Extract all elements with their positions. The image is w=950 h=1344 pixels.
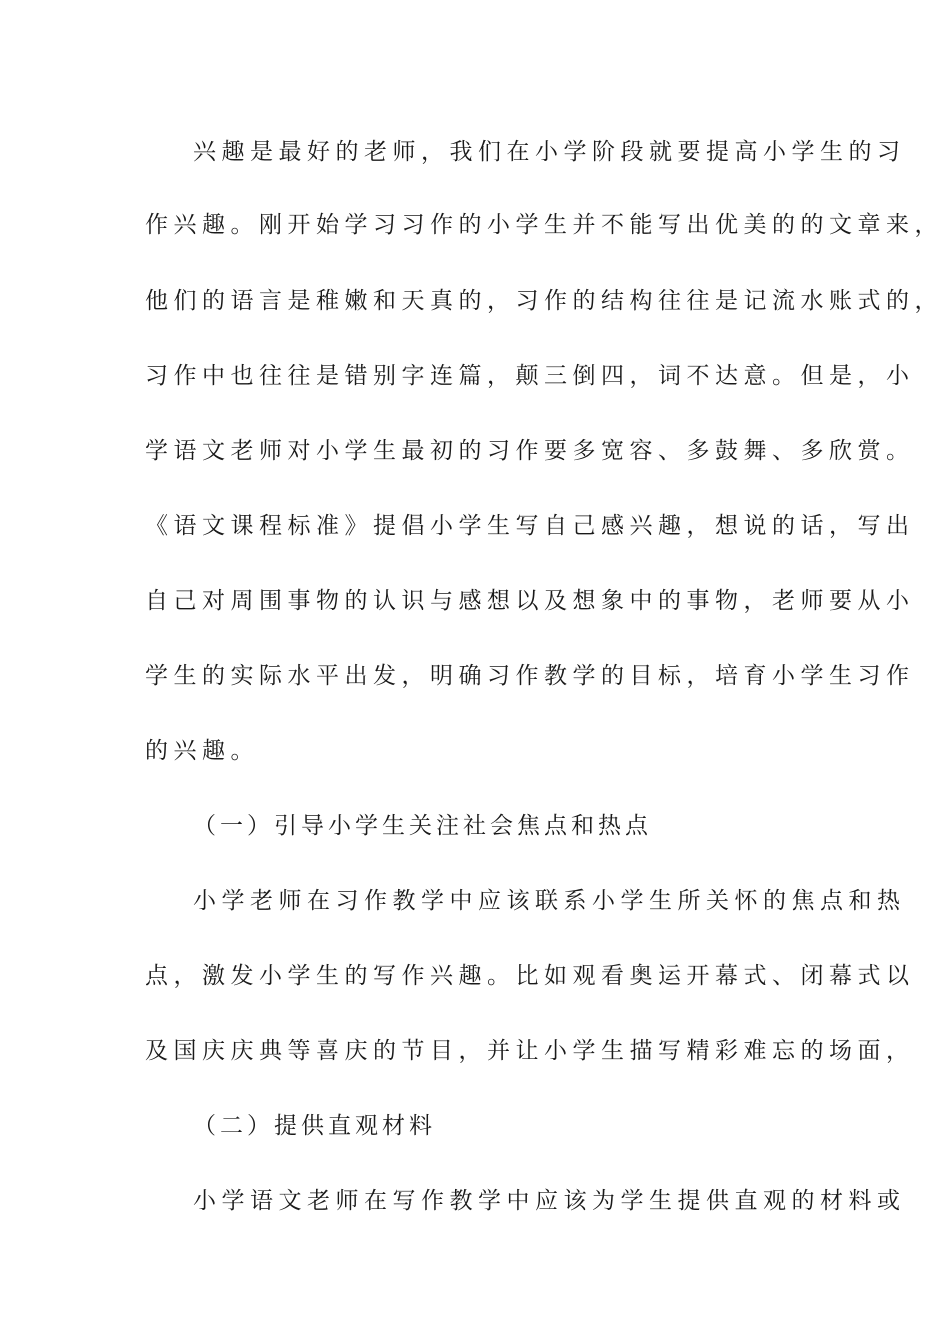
paragraph-line: 的兴趣。 [145, 738, 259, 764]
section-heading-2: （二）提供直观材料 [193, 1113, 436, 1139]
paragraph-line: 小学语文老师在写作教学中应该为学生提供直观的材料或 [193, 1188, 906, 1214]
paragraph-line: 习作中也往往是错别字连篇，颠三倒四，词不达意。但是，小 [145, 363, 915, 389]
paragraph-line: 学语文老师对小学生最初的习作要多宽容、多鼓舞、多欣赏。 [145, 438, 915, 464]
paragraph-line: 小学老师在习作教学中应该联系小学生所关怀的焦点和热 [193, 888, 906, 914]
paragraph-line: 他们的语言是稚嫩和天真的，习作的结构往往是记流水账式的， [145, 288, 943, 314]
paragraph-line: 及国庆庆典等喜庆的节目，并让小学生描写精彩难忘的场面， [145, 1038, 915, 1064]
paragraph-line: 自己对周围事物的认识与感想以及想象中的事物，老师要从小 [145, 588, 915, 614]
paragraph-line: 点，激发小学生的写作兴趣。比如观看奥运开幕式、闭幕式以 [145, 963, 915, 989]
paragraph-line: 兴趣是最好的老师，我们在小学阶段就要提高小学生的习 [193, 139, 906, 165]
paragraph-line: 学生的实际水平出发，明确习作教学的目标，培育小学生习作 [145, 663, 915, 689]
paragraph-line: 作兴趣。刚开始学习习作的小学生并不能写出优美的的文章来， [145, 212, 943, 238]
paragraph-line: 《语文课程标准》提倡小学生写自己感兴趣，想说的话，写出 [145, 513, 915, 539]
section-heading-1: （一）引导小学生关注社会焦点和热点 [193, 813, 652, 839]
